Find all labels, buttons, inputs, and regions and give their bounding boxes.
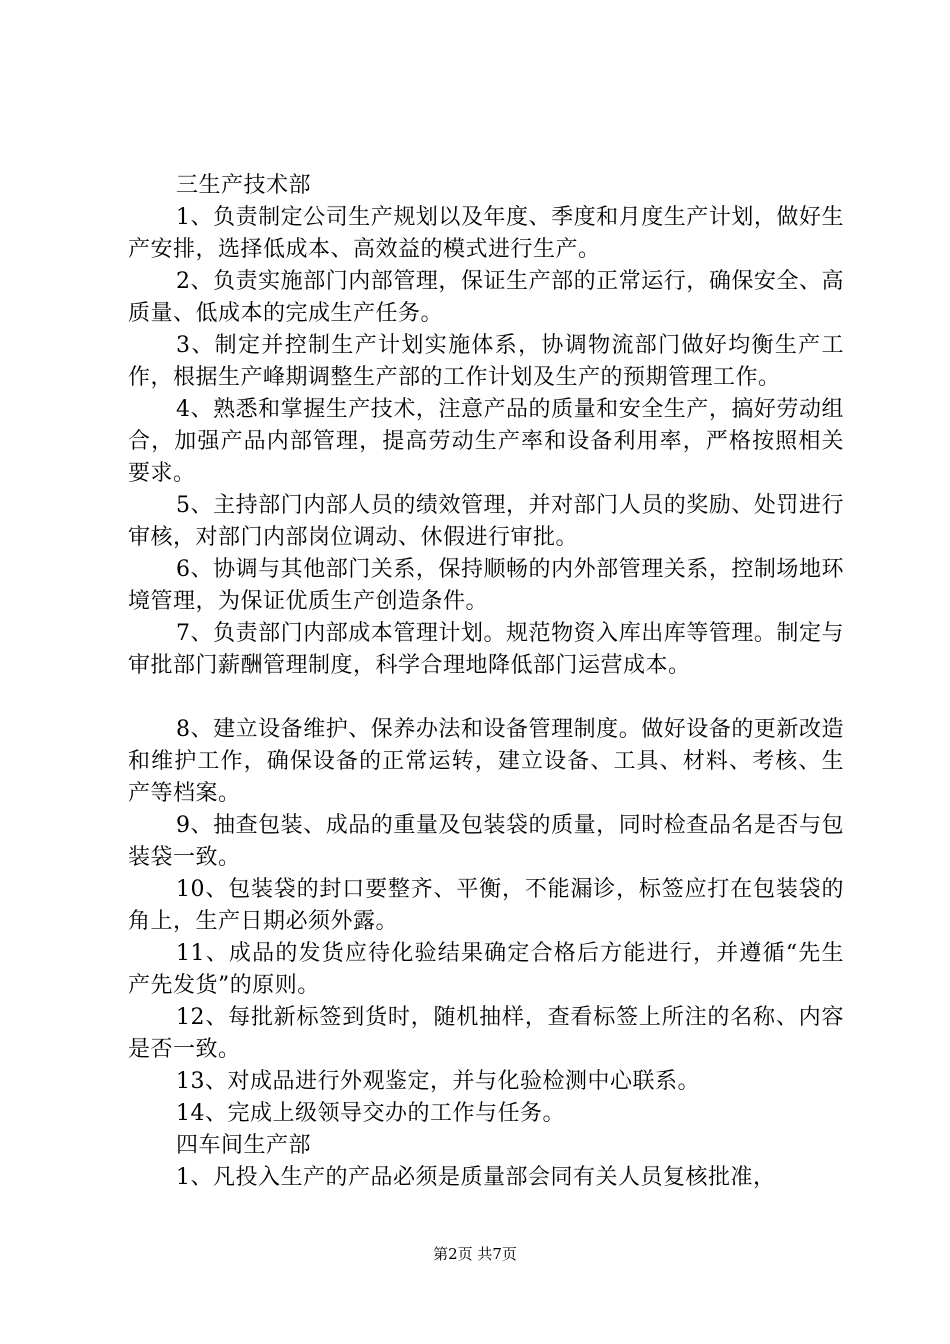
list-item: 6、协调与其他部门关系，保持顺畅的内外部管理关系，控制场地环境管理，为保证优质生产创造条件。 <box>128 557 844 614</box>
list-item: 1、凡投入生产的产品必须是质量部会同有关人员复核批准， <box>176 1165 776 1190</box>
section-heading-production-tech: 三生产技术部 <box>176 173 312 198</box>
list-item: 2、负责实施部门内部管理，保证生产部的正常运行，确保安全、高质量、低成本的完成生产任务。 <box>128 269 844 326</box>
list-item: 3、制定并控制生产计划实施体系，协调物流部门做好均衡生产工作，根据生产峰期调整生产部的工作计划及生产的预期管理工作。 <box>128 333 844 390</box>
list-item: 9、抽查包装、成品的重量及包装袋的质量，同时检查品名是否与包装袋一致。 <box>128 813 844 870</box>
list-item: 12、每批新标签到货时，随机抽样，查看标签上所注的名称、内容是否一致。 <box>128 1005 844 1062</box>
blank-line <box>128 682 844 714</box>
list-item: 1、负责制定公司生产规划以及年度、季度和月度生产计划，做好生产安排，选择低成本、高效益的模式进行生产。 <box>128 205 844 262</box>
list-item: 8、建立设备维护、保养办法和设备管理制度。做好设备的更新改造和维护工作，确保设备的正常运转，建立设备、工具、材料、考核、生产等档案。 <box>128 717 844 806</box>
list-item: 14、完成上级领导交办的工作与任务。 <box>176 1101 565 1126</box>
section-heading-workshop-production: 四车间生产部 <box>176 1133 312 1158</box>
page-number-footer: 第2页 共7页 <box>433 1245 517 1263</box>
document-body <box>128 170 844 1194</box>
list-item: 11、成品的发货应待化验结果确定合格后方能进行，并遵循“先生产先发货”的原则。 <box>128 941 844 998</box>
list-item: 10、包装袋的封口要整齐、平衡，不能漏诊，标签应打在包装袋的角上，生产日期必须外露。 <box>128 877 844 934</box>
list-item: 4、熟悉和掌握生产技术，注意产品的质量和安全生产，搞好劳动组合，加强产品内部管理，提高劳动生产率和设备利用率，严格按照相关要求。 <box>128 397 844 486</box>
list-item: 13、对成品进行外观鉴定，并与化验检测中心联系。 <box>176 1069 700 1094</box>
list-item: 7、负责部门内部成本管理计划。规范物资入库出库等管理。制定与审批部门薪酬管理制度，科学合理地降低部门运营成本。 <box>128 621 844 678</box>
list-item: 5、主持部门内部人员的绩效管理，并对部门人员的奖励、处罚进行审核，对部门内部岗位调动、休假进行审批。 <box>128 493 844 550</box>
